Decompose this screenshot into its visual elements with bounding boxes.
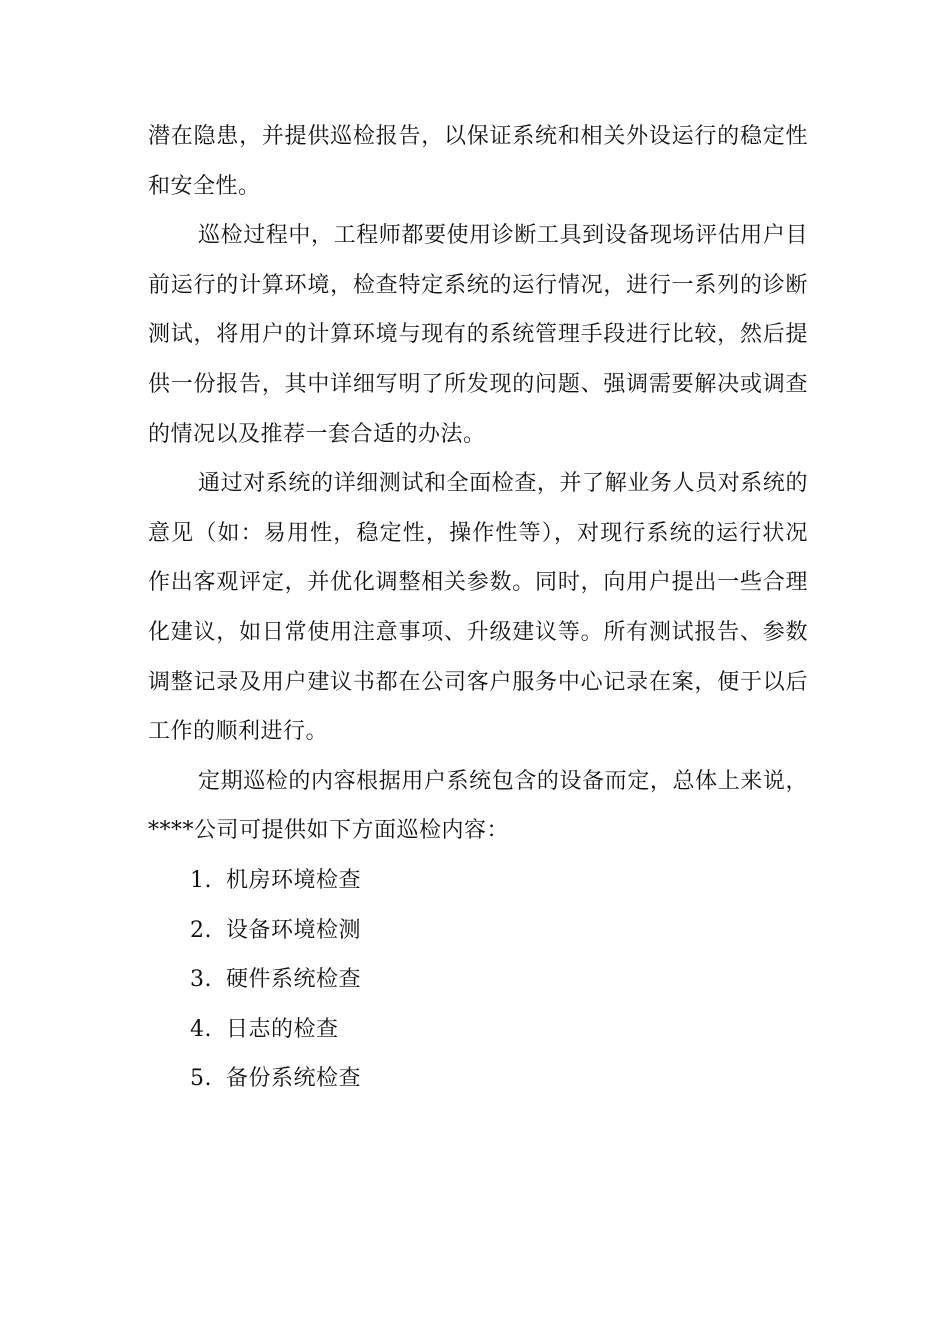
list-item-number: 2. (190, 917, 212, 943)
inspection-items-list (148, 856, 808, 1104)
list-item (148, 955, 808, 1005)
paragraph-inspection-process: 巡检过程中，工程师都要使用诊断工具到设备现场评估用户目前运行的计算环境，检查特定系统的运行情况，进行一系列的诊断测试，将用户的计算环境与现有的系统管理手段进行比较，然后提供一份报告，其中详细写明了所发现的问题、强调需要解决或调查的情况以及推荐一套合适的办法。 (148, 223, 808, 447)
paragraph-system-evaluation: 通过对系统的详细测试和全面检查，并了解业务人员对系统的意见（如：易用性，稳定性，操作性等），对现行系统的运行状况作出客观评定，并优化调整相关参数。同时，向用户提出一些合理化建议，如日常使用注意事项、升级建议等。所有测试报告、参数调整记录及用户建议书都在公司客户服务中心记录在案，便于以后工作的顺利进行。 (148, 471, 808, 745)
paragraph-inspection-content-intro: 定期巡检的内容根据用户系统包含的设备而定，总体上来说，****公司可提供如下方面巡检内容： (148, 768, 808, 844)
list-item-label: 备份系统检查 (226, 1066, 362, 1092)
list-item (148, 1054, 808, 1104)
list-item-label: 日志的检查 (226, 1016, 339, 1042)
list-item-number: 5. (190, 1066, 212, 1092)
document-body (148, 112, 808, 1104)
list-item-number: 1. (190, 867, 212, 893)
list-item-number: 4. (190, 1016, 212, 1042)
paragraph-continued: 潜在隐患，并提供巡检报告，以保证系统和相关外设运行的稳定性和安全性。 (148, 124, 808, 199)
list-item (148, 1005, 808, 1055)
list-item (148, 906, 808, 956)
list-item-label: 设备环境检测 (226, 917, 362, 943)
list-item-label: 机房环境检查 (226, 867, 362, 893)
list-item-number: 3. (190, 967, 212, 993)
list-item-label: 硬件系统检查 (226, 967, 362, 993)
list-item (148, 856, 808, 906)
